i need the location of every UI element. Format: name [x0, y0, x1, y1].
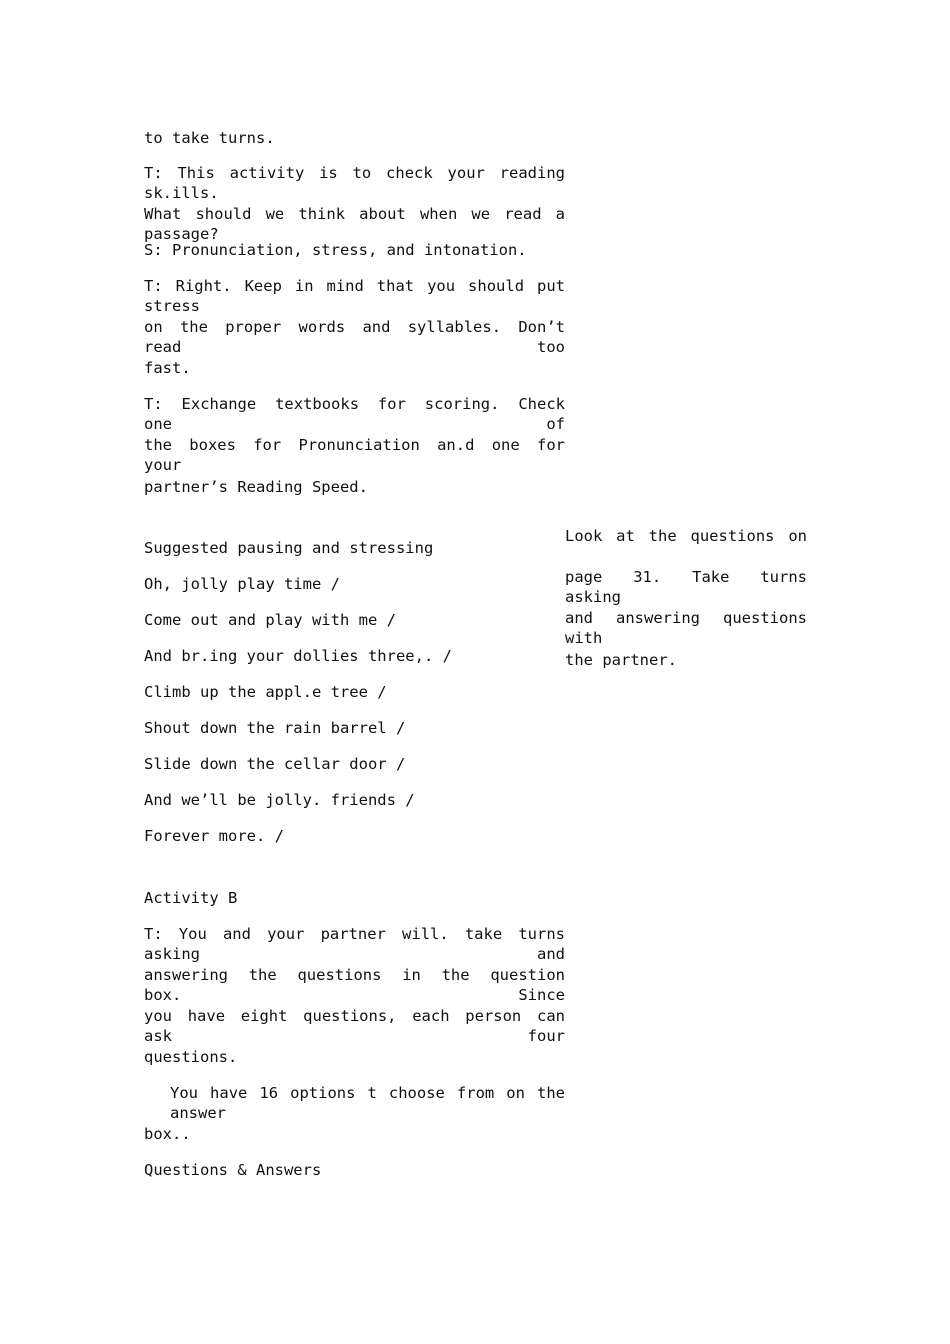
text-line: S: Pronunciation, stress, and intonation. — [144, 241, 527, 259]
poem-line: Forever more. / — [144, 827, 284, 845]
side-note-line: Look at the questions on — [565, 527, 807, 545]
poem-line: Climb up the appl.e tree / — [144, 683, 387, 701]
section-title: Questions & Answers — [144, 1161, 322, 1179]
side-note-line: and answering questions with — [565, 609, 807, 647]
poem-line: Slide down the cellar door / — [144, 755, 406, 773]
poem-line: Shout down the rain barrel / — [144, 719, 406, 737]
text-line: questions. — [144, 1048, 238, 1066]
text-line: You have 16 options t choose from on the answer — [170, 1084, 565, 1122]
poem-line: And br.ing your dollies three,. / — [144, 647, 452, 665]
text-line: T: This activity is to check your reading sk.ills. — [144, 164, 565, 202]
poem-heading: Suggested pausing and stressing — [144, 539, 434, 557]
side-note-line: the partner. — [565, 651, 677, 669]
text-line: T: Right. Keep in mind that you should put stress — [144, 277, 565, 315]
poem-line: Oh, jolly play time / — [144, 575, 340, 593]
text-line: the boxes for Pronunciation an.d one for your — [144, 436, 565, 474]
side-note-line: page 31. Take turns asking — [565, 568, 807, 606]
text-line: partner’s Reading Speed. — [144, 478, 368, 496]
text-line: T: Exchange textbooks for scoring. Check one of — [144, 395, 565, 433]
text-line: T: You and your partner will. take turns asking and — [144, 925, 565, 963]
text-line: to take turns. — [144, 129, 275, 147]
activity-heading: Activity B — [144, 889, 238, 907]
poem-line: Come out and play with me / — [144, 611, 396, 629]
text-line: What should we think about when we read a passage? — [144, 205, 565, 243]
poem-line: And we’ll be jolly. friends / — [144, 791, 415, 809]
text-line: you have eight questions, each person can ask four — [144, 1007, 565, 1045]
text-line: box.. — [144, 1125, 191, 1143]
text-line: fast. — [144, 359, 191, 377]
text-line: answering the questions in the question box. Since — [144, 966, 565, 1004]
text-line: on the proper words and syllables. Don’t read too — [144, 318, 565, 356]
